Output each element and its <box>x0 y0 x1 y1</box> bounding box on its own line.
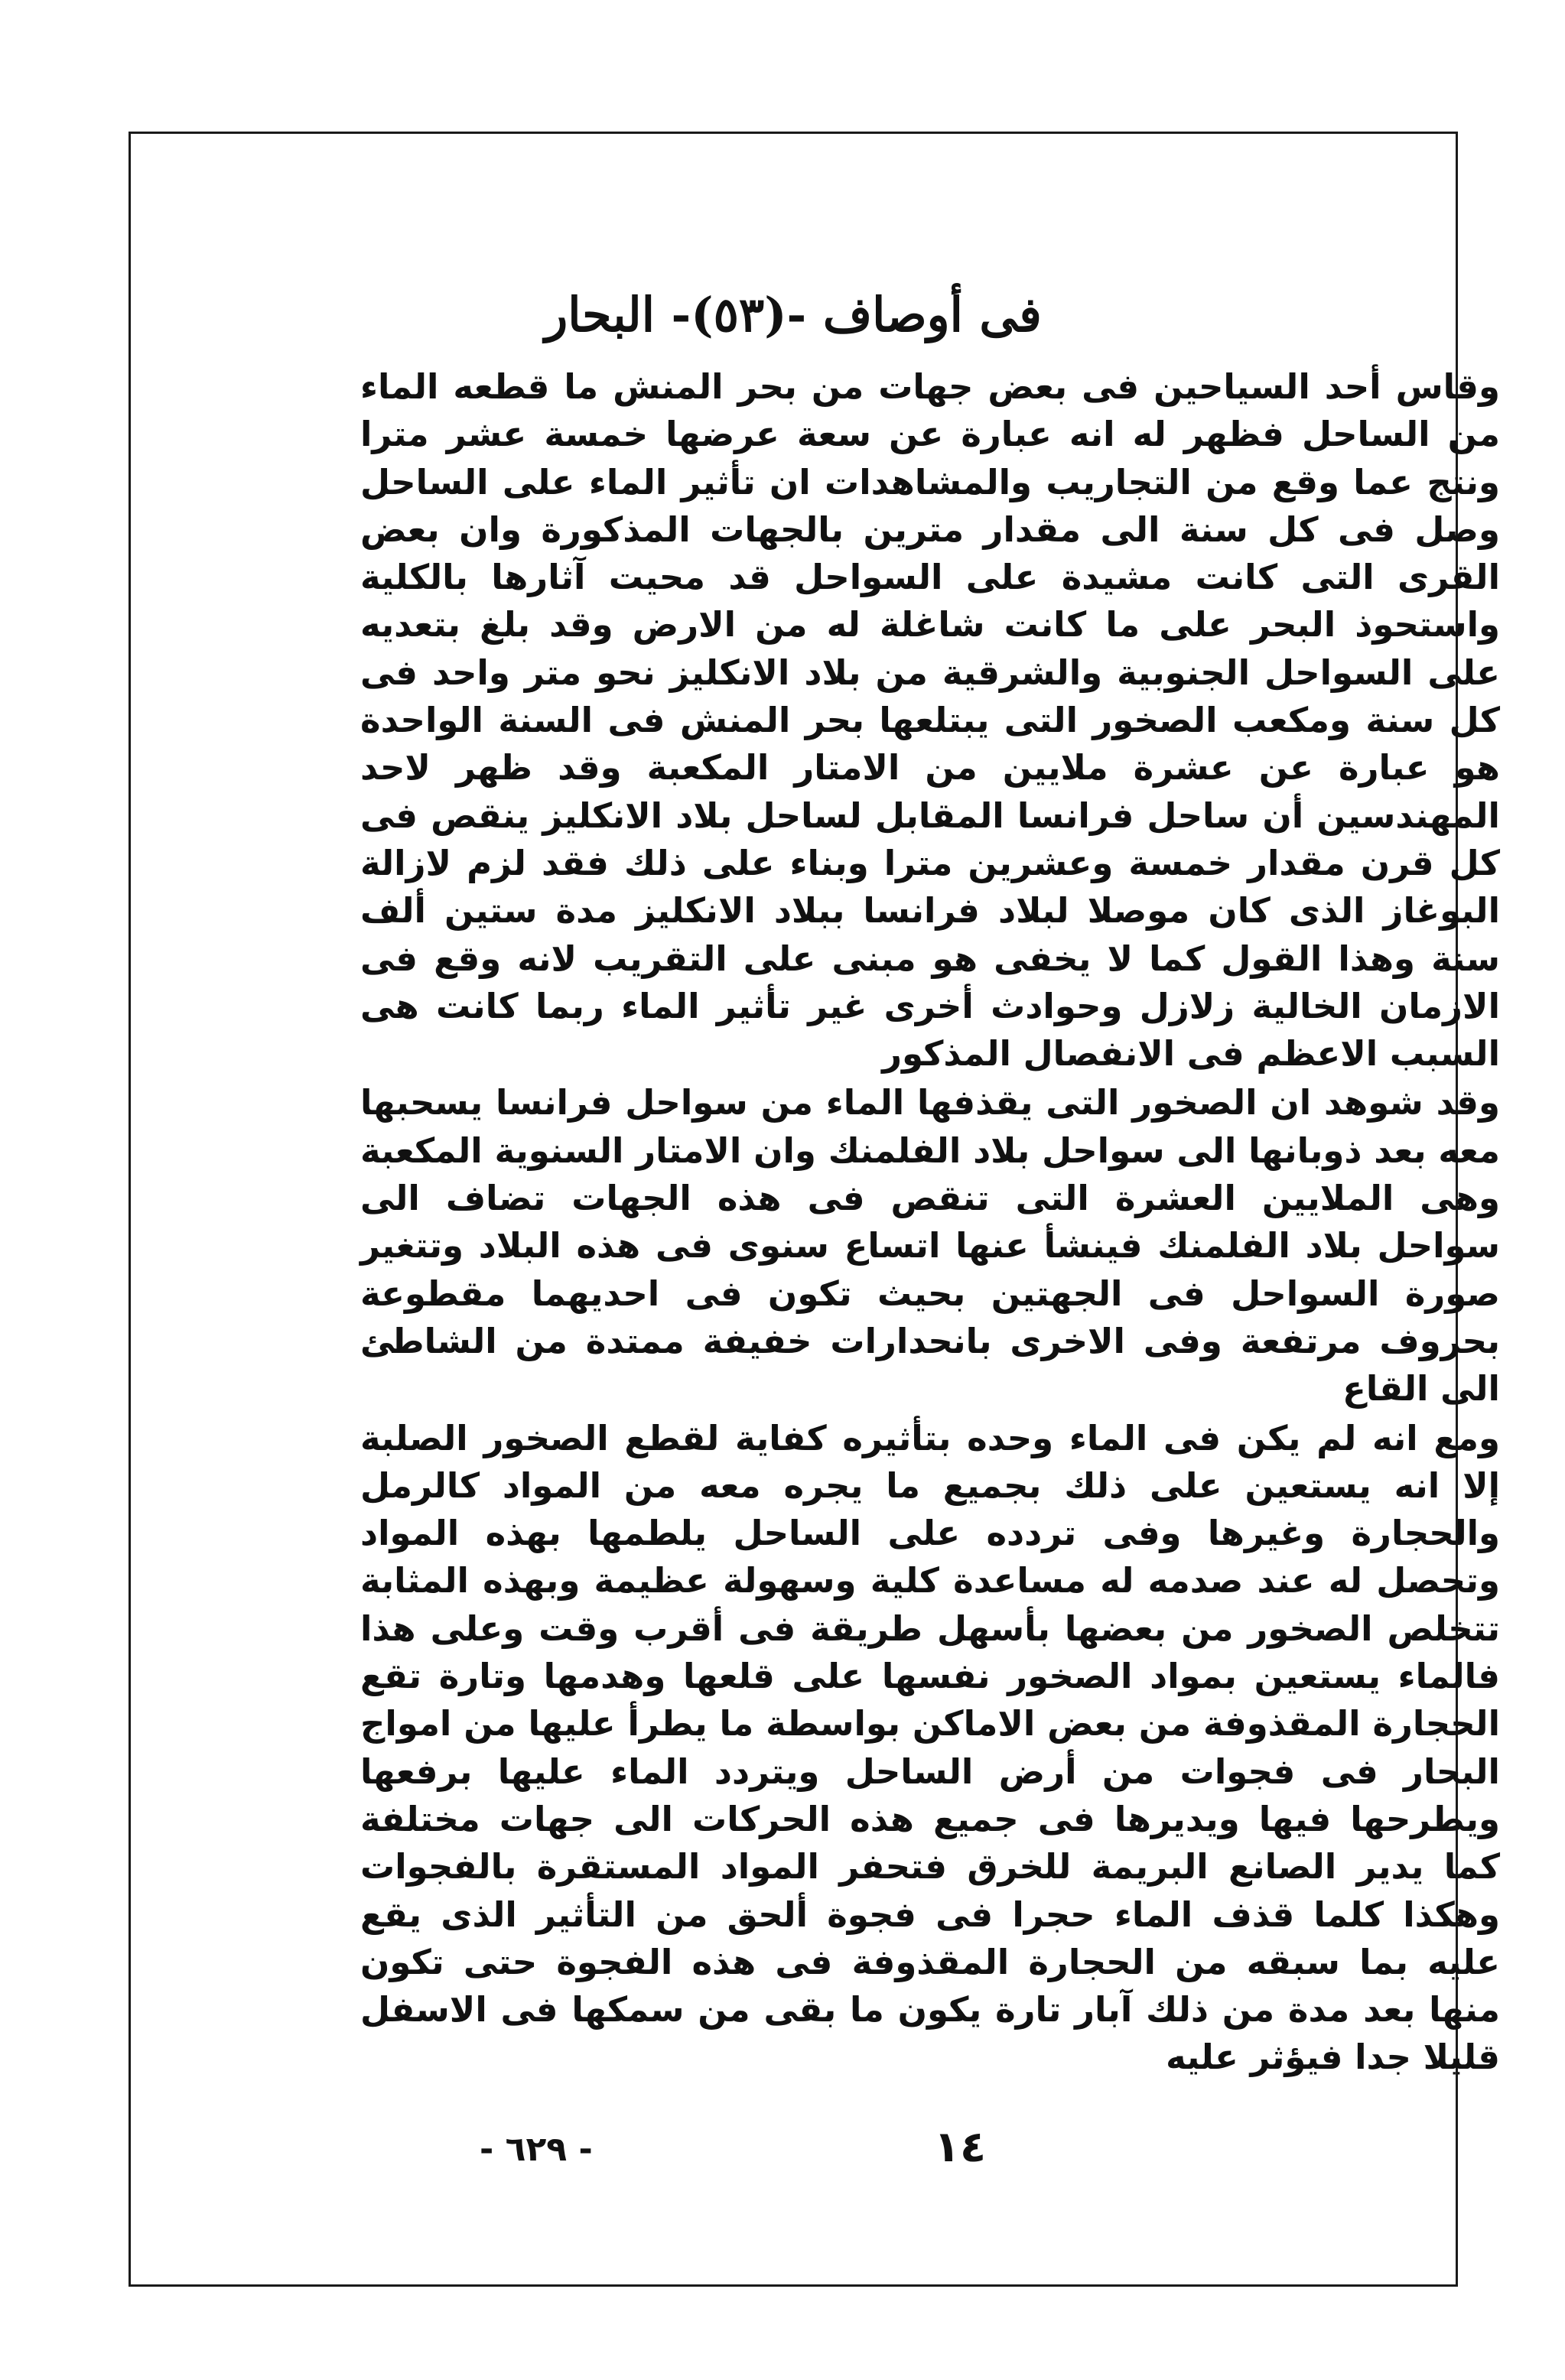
body-text <box>360 363 1500 2082</box>
page-number: ١٤ <box>933 2122 987 2172</box>
running-header: فى أوصاف -(٥٣)- البحار <box>545 287 1042 343</box>
paragraph-3: ومع انه لم يكن فى الماء وحده بتأثيره كفاية لقطع الصخور الصلبة إلا انه يستعين على ذلك بجميع ما يجره معه من المواد كالرمل والحجارة وغيرها وفى تردده على الساحل يلطمها بهذه المواد وتحصل له عند صدمه له مساعدة كلية وسهولة عظيمة وبهذه المثابة تتخلص الصخور من بعضها بأسهل طريقة فى أقرب وقت وعلى هذا فالماء يستعين بمواد الصخور نفسها على قلعها وهدمها وتارة تقع الحجارة المقذوفة من بعض الاماكن بواسطة ما يطرأ عليها من امواج البحار فى فجوات من أرض الساحل ويتردد الماء عليها برفعها ويطرحها فيها ويديرها فى جميع هذه الحركات الى جهات مختلفة كما يدير الصانع البريمة للخرق فتحفر المواد المستقرة بالفجوات وهكذا كلما قذف الماء حجرا فى فجوة ألحق من التأثير الذى يقع عليه بما سبقه من الحجارة المقذوفة فى هذه الفجوة حتى تكون منها بعد مدة من ذلك آبار تارة يكون ما بقى من سمكها فى الاسفل قليلا جدا فيؤثر عليه <box>360 1417 1500 2078</box>
paragraph-1: وقاس أحد السياحين فى بعض جهات من بحر المنش ما قطعه الماء من الساحل فظهر له انه عبارة عن سعة عرضها خمسة عشر مترا ونتج عما وقع من التجاريب والمشاهدات ان تأثير الماء على الساحل وصل فى كل سنة الى مقدار مترين بالجهات المذكورة وان بعض القرى التى كانت مشيدة على السواحل قد محيت آثارها بالكلية واستحوذ البحر على ما كانت شاغلة له من الارض وقد بلغ بتعديه على السواحل الجنوبية والشرقية من بلاد الانكليز نحو متر واحد فى كل سنة ومكعب الصخور التى يبتلعها بحر المنش فى السنة الواحدة هو عبارة عن عشرة ملايين من الامتار المكعبة وقد ظهر لاحد المهندسين أن ساحل فرانسا المقابل لساحل بلاد الانكليز ينقص فى كل قرن مقدار خمسة وعشرين مترا وبناء على ذلك فقد لزم لازالة البوغاز الذى كان موصلا لبلاد فرانسا ببلاد الانكليز مدة ستين ألف سنة وهذا القول كما لا يخفى هو مبنى على التقريب لانه وقع فى الازمان الخالية زلازل وحوادث أخرى غير تأثير الماء ربما كانت هى السبب الاعظم فى الانفصال المذكور <box>360 366 1500 1075</box>
folio-number: - ٦٢٩ - <box>480 2130 593 2169</box>
page-frame <box>129 132 1500 2287</box>
paragraph-2: وقد شوهد ان الصخور التى يقذفها الماء من سواحل فرانسا يسحبها معه بعد ذوبانها الى سواحل بلاد الفلمنك وان الامتار السنوية المكعبة وهى الملايين العشرة التى تنقص فى هذه الجهات تضاف الى سواحل بلاد الفلمنك فينشأ عنها اتساع سنوى فى هذه البلاد وتتغير صورة السواحل فى الجهتين بحيث تكون فى احديهما مقطوعة بحروف مرتفعة وفى الاخرى بانحدارات خفيفة ممتدة من الشاطئ الى القاع <box>360 1082 1500 1409</box>
